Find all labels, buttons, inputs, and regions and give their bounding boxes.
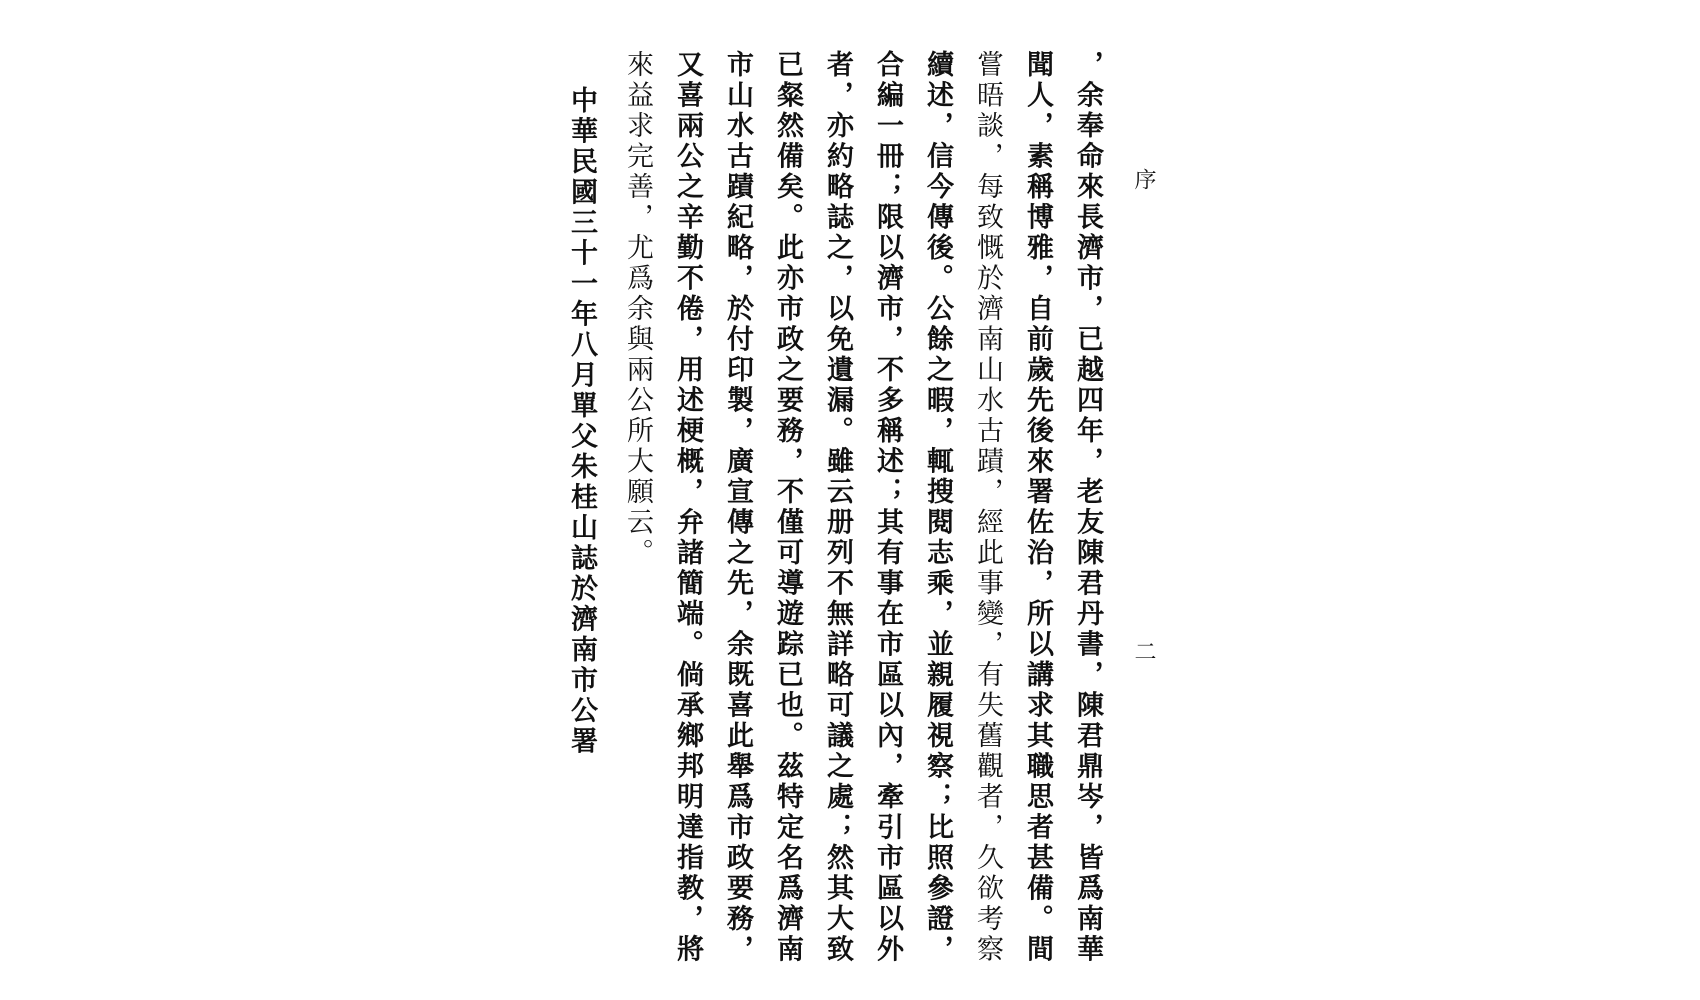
text-column-3: 嘗晤談，每致慨於濟南山水古蹟，經此事變，有失舊觀者，久欲考察 [972, 50, 1003, 965]
page-number: 二 [1131, 640, 1156, 662]
text-column-1: ，余奉命來長濟市，已越四年，老友陳君丹書，陳君鼎岑，皆爲南華 [1072, 50, 1103, 965]
section-title: 序 [1131, 168, 1156, 190]
text-column-4: 續述，信今傳後。公餘之暇，輒搜閱志乘，並親履視察；比照參證， [922, 50, 953, 965]
text-column-10: 來益求完善，尤爲余與兩公所大願云。 [622, 50, 653, 569]
text-column-9: 又喜兩公之辛勤不倦，用述梗概，弁諸簡端。倘承鄉邦明達指教，將 [672, 50, 703, 965]
signature-line: 中華民國三十一年八月單父朱桂山誌於濟南市公署 [566, 86, 597, 757]
book-page [566, 30, 1160, 965]
text-column-2: 聞人，素稱博雅，自前歲先後來署佐治，所以講求其職思者甚備。間 [1022, 50, 1053, 965]
text-column-7: 已粲然備矣。此亦市政之要務，不僅可導遊踪已也。茲特定名爲濟南 [772, 50, 803, 965]
text-column-8: 市山水古蹟紀略，於付印製，廣宣傳之先，余既喜此舉爲市政要務， [722, 50, 753, 965]
text-column-5: 合編一冊；限以濟市，不多稱述；其有事在市區以內，牽引市區以外 [872, 50, 903, 965]
text-column-6: 者，亦約略誌之，以免遺漏。雖云册列不無詳略可議之處；然其大致 [822, 50, 853, 965]
